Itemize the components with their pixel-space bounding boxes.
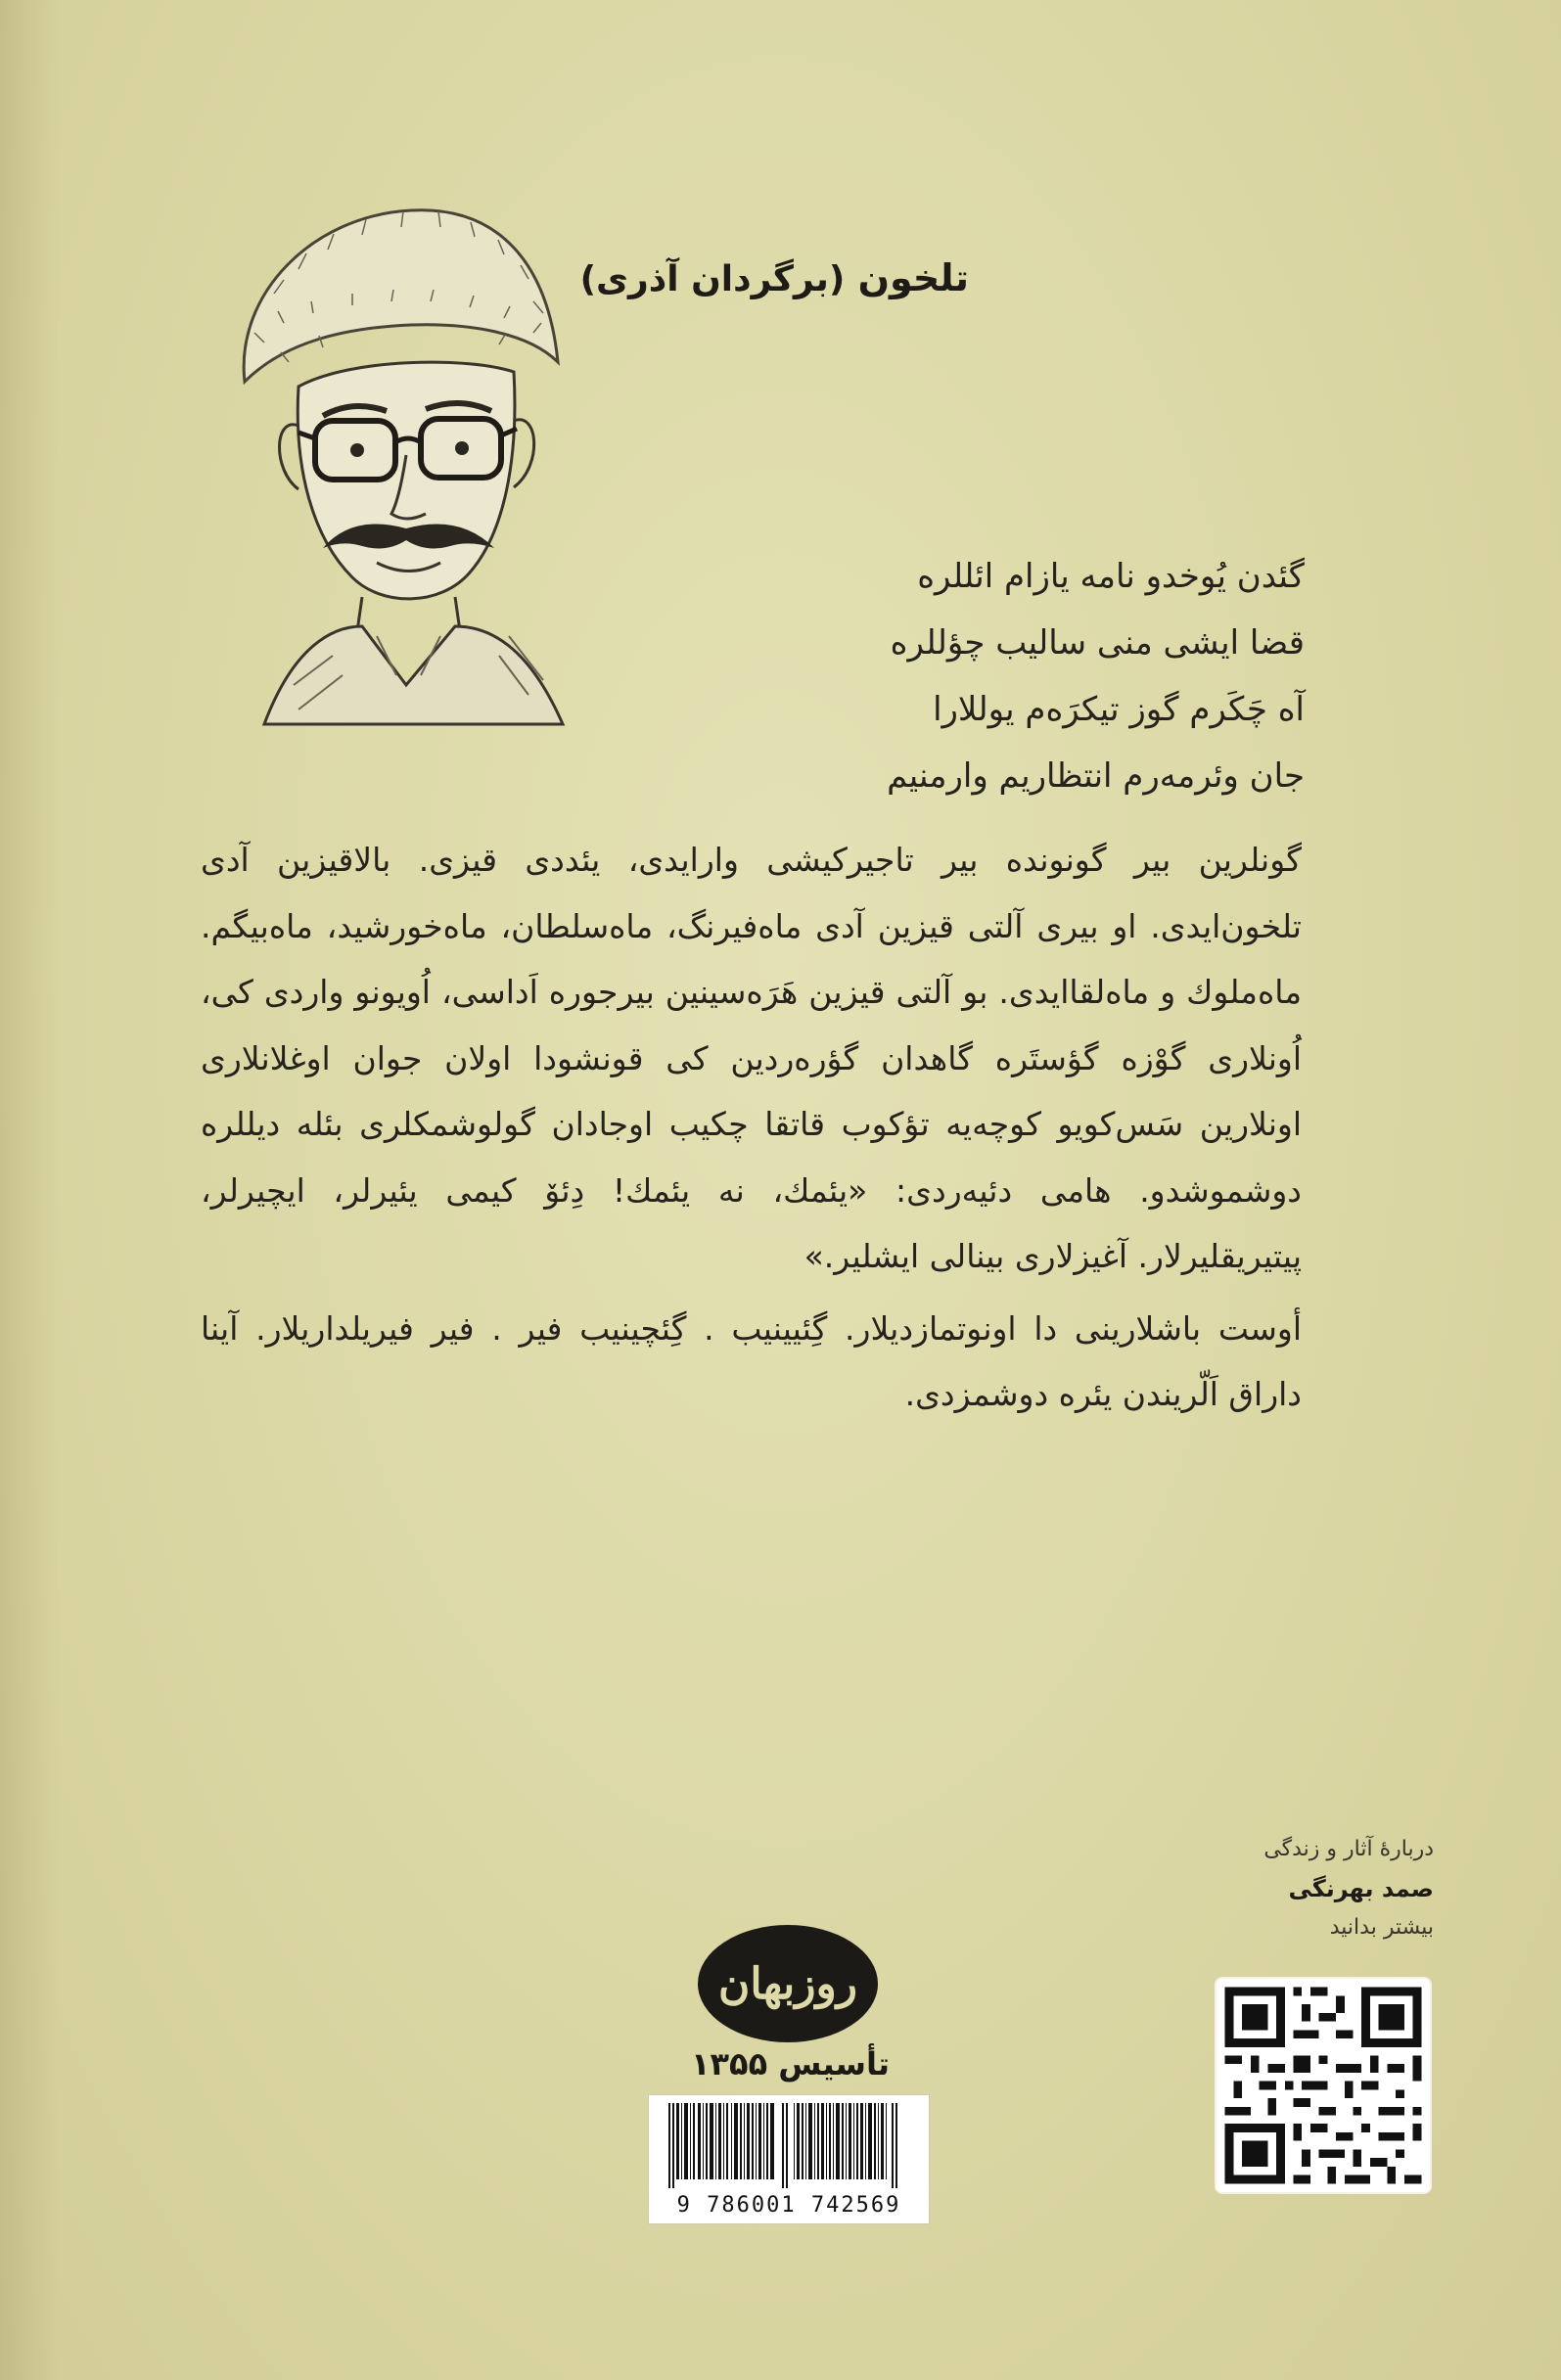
author-name: صمد بهرنگی [1288, 1875, 1434, 1902]
poem-line: جان وئرمه‌رم انتظاریم وارمنیم [887, 756, 1305, 796]
poem-line: گئدن یُوخدو نامه یازام ائللره [917, 557, 1305, 596]
publisher-logo-text: روزبهان [718, 1959, 857, 2009]
title-main: تلخون [857, 256, 969, 299]
barcode-bars [649, 2095, 929, 2188]
poem-line: آه چَکَرم گوز تیکرَه‌م یوللارا [933, 690, 1305, 729]
info-line: دربارهٔ آثار و زندگی [1263, 1837, 1434, 1861]
publisher-logo [695, 1920, 881, 2047]
info-line: بیشتر بدانید [1329, 1915, 1434, 1940]
poem-block [717, 543, 1305, 809]
author-portrait-illustration [206, 176, 617, 763]
isbn-barcode [648, 2094, 930, 2224]
author-info [1218, 1830, 1434, 1947]
poem-line: قضا ایشی منی سالیب چؤللره [890, 623, 1305, 663]
prose-block [201, 827, 1302, 1428]
book-title [579, 256, 969, 299]
publisher-founded: تأسیس ۱۳۵۵ [690, 2045, 891, 2082]
title-subtitle: (برگردان آذری) [579, 259, 846, 299]
isbn-number: 9 786001 742569 [676, 2193, 901, 2218]
prose-paragraph: گونلرین بیر گونونده بیر تاجیرکیشی وارایدی، یئددی قیزی. بالاقیزین آدی تلخون‌ایدی. او بیری آلتی قیزین آدی ماه‌فیرنگ، ماه‌سلطان، ماه‌خورشید، ماه‌بیگم. ماه‌ملوك و ماه‌لقاایدی. بو آلتی قیزین هَرَه‌سینین بیرجوره اَداسی، اُویونو واردی کی، اُونلاری گوْزه گؤستَره گاهدان گؤره‌ردین کی قونشودا اولان جوان اوغلانلاری اونلارین سَس‌کویو کوچه‌یه تؤکوب قاتقا چکیب اوجادان گولوشمکلری بئله دیللره دوشموشدو. هامی دئیه‌ردی: «یئمك، نه یئمك! دِئۆ کیمی یئیرلر، ایچیرلر، پیتیریقلیرلار. آغیزلاری بینالی ایشلیر.» [201, 841, 1302, 1275]
prose-paragraph: أوست باشلارینی دا اونوتمازدیلار. گِئیینیب . گِئچینیب فیر . فیر فیریلداریلار. آینا داراق اَلّریندن یئره دوشمزدی. [201, 1308, 1302, 1413]
qr-code[interactable] [1217, 1979, 1430, 2192]
spine-shadow [0, 0, 59, 2380]
